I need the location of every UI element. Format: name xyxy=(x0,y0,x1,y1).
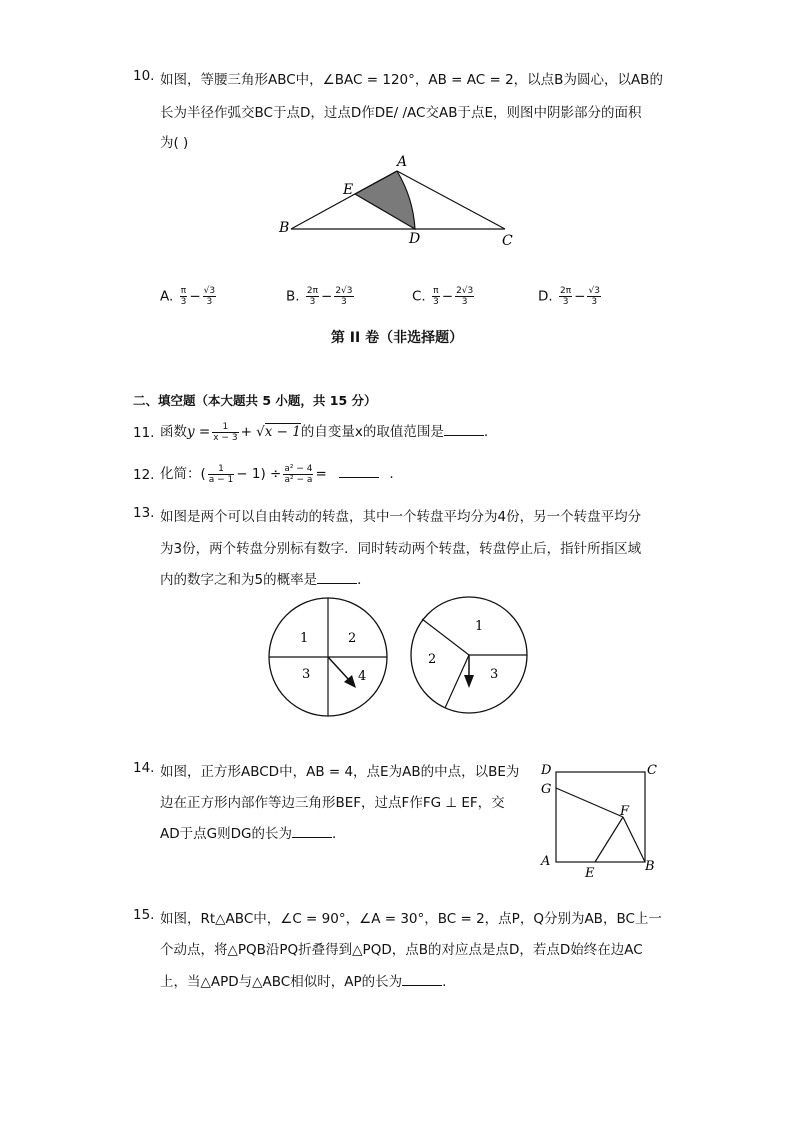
spinner2-label-3: 3 xyxy=(490,667,499,682)
label-c: C xyxy=(647,763,657,778)
label-c: C xyxy=(502,233,513,249)
spinner2-label-2: 2 xyxy=(428,652,437,667)
section-2-title: 第 II 卷（非选择题） xyxy=(330,330,464,346)
q11-answer-blank xyxy=(444,435,484,436)
q14-answer-blank xyxy=(292,837,332,838)
q12-number: 12. xyxy=(133,467,155,483)
q14-line1: 如图，正方形ABCD中，AB = 4，点E为AB的中点，以BE为 xyxy=(160,764,520,780)
q10-line2: 长为半径作弧交BC于点D，过点D作DE/ /AC交AB于点E，则图中阴影部分的面积 xyxy=(160,105,642,121)
q10-option-a: A. $\frac{\pi}{3}$ − $\frac{√3}{3}$ xyxy=(160,286,216,307)
q10-line1: 如图，等腰三角形ABC中，∠BAC = 120°，AB = AC = 2，以点B为圆心，以AB的 xyxy=(160,72,663,88)
q14-square-figure xyxy=(536,760,666,882)
q15-answer-blank xyxy=(402,985,442,986)
segment-gf xyxy=(556,788,623,817)
spinner2-label-1: 1 xyxy=(475,619,484,634)
q13-line1: 如图是两个可以自由转动的转盘，其中一个转盘平均分为4份，另一个转盘平均分 xyxy=(160,509,642,525)
q12-answer-blank xyxy=(339,477,379,478)
label-b: B xyxy=(645,859,655,874)
q13-line2: 为3份，两个转盘分别标有数字．同时转动两个转盘，转盘停止后，指针所指区域 xyxy=(160,541,642,557)
arrow-icon xyxy=(464,675,474,688)
q11-text: 函数y = $\frac{1}{x - 3}$ + √x − 1的自变量x的取值范围是 . xyxy=(160,421,489,443)
q10-number: 10. xyxy=(133,68,155,84)
label-g: G xyxy=(541,782,552,797)
label-e: E xyxy=(343,182,354,198)
q13-line3: 内的数字之和为5的概率是 ． xyxy=(160,572,371,588)
q14-line2: 边在正方形内部作等边三角形BEF，过点F作FG ⊥ EF，交 xyxy=(160,795,505,811)
spinner1-label-2: 2 xyxy=(348,631,357,646)
q10-triangle-figure xyxy=(270,150,530,250)
label-a: A xyxy=(397,154,408,170)
spinner-three-sections xyxy=(408,594,530,716)
spinner1-pointer xyxy=(328,657,350,681)
label-a: A xyxy=(541,854,551,869)
label-b: B xyxy=(279,220,290,236)
q10-option-c: C. $\frac{\pi}{3}$ − $\frac{2√3}{3}$ xyxy=(412,286,474,307)
shaded-sector xyxy=(355,171,415,229)
q15-line3: 上，当△APD与△ABC相似时，AP的长为 . xyxy=(160,974,447,990)
spinner1-label-4: 4 xyxy=(358,669,367,684)
spinner1-label-1: 1 xyxy=(300,631,309,646)
label-d: D xyxy=(409,231,421,247)
segment-fe xyxy=(595,817,623,862)
q15-line2: 个动点，将△PQB沿PQ折叠得到△PQD，点B的对应点是点D，若点D始终在边AC xyxy=(160,942,643,958)
q10-option-b: B. $\frac{2\pi}{3}$ − $\frac{2√3}{3}$ xyxy=(286,286,353,307)
spinner-four-sections xyxy=(266,596,390,720)
square-abcd xyxy=(556,772,645,862)
segment-fb xyxy=(623,817,645,862)
label-f: F xyxy=(620,804,630,819)
q14-number: 14. xyxy=(133,760,155,776)
part2-heading: 二、填空题（本大题共 5 小题，共 15 分） xyxy=(133,393,377,408)
q14-line3: AD于点G则DG的长为 . xyxy=(160,826,337,842)
sqrt-sign: √ xyxy=(256,424,265,440)
q10-option-d: D. $\frac{2\pi}{3}$ − $\frac{√3}{3}$ xyxy=(538,286,600,307)
q10-line3: 为( ) xyxy=(160,135,189,151)
q13-answer-blank xyxy=(317,583,357,584)
q13-number: 13. xyxy=(133,505,155,521)
spinner1-label-3: 3 xyxy=(302,667,311,682)
q11-number: 11. xyxy=(133,425,155,441)
label-e: E xyxy=(585,866,595,881)
q15-line1: 如图，Rt△ABC中，∠C = 90°，∠A = 30°，BC = 2，点P，Q分别为AB，BC上一 xyxy=(160,911,662,927)
q15-number: 15. xyxy=(133,907,155,923)
label-d: D xyxy=(541,763,552,778)
q12-text: 化简：( $\frac{1}{a - 1}$ − 1) ÷ $\frac{\text{a² − 4}}{\text{a² − a}}$ = . xyxy=(160,463,394,485)
